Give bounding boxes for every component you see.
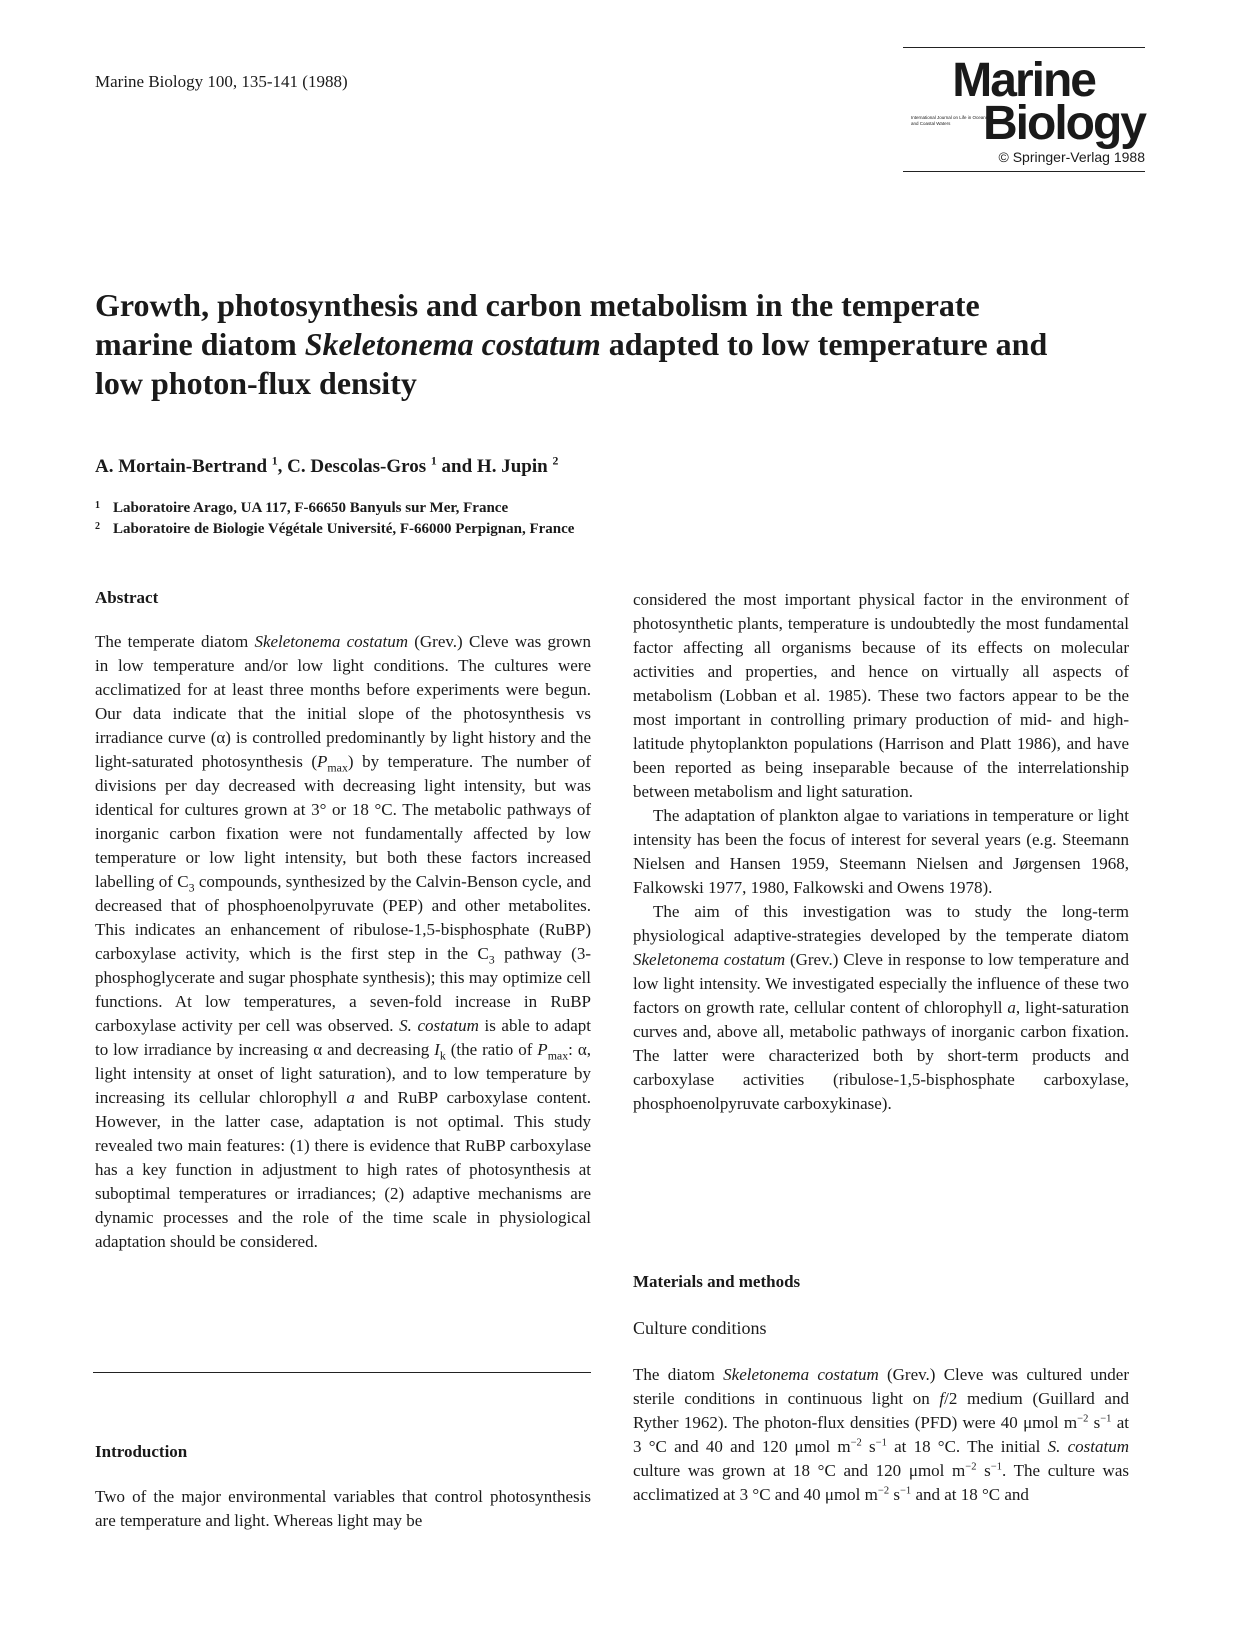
paragraph: The adaptation of plankton algae to variations in temperature or light intensity has been the focus of interest for several years (e.g. Steemann Nielsen and Hansen 1959, Steemann Nielsen and Jørgensen 1968, Falkowski 1977, 1980, Falkowski and Owens 1978).	[633, 806, 1129, 897]
abstract-heading: Abstract	[95, 588, 159, 607]
affiliation-text: Laboratoire Arago, UA 117, F-66650 Banyuls sur Mer, France	[113, 500, 509, 516]
paragraph-text: and at 18 °C and	[911, 1485, 1029, 1504]
abstract-text: (the ratio of	[445, 1040, 538, 1059]
symbol: P	[317, 752, 328, 771]
paragraph-text: s	[861, 1437, 876, 1456]
paragraph: considered the most important physical factor in the environment of photosynthetic plants, temperature is undoubtedly the most fundamental factor affecting all organisms because of its effects on molecular activities and properties, and hence on virtually all aspects of metabolism (Lobban et al. 1985). These two factors appear to be the most important in controlling primary production of mid- and high-latitude phytoplankton populations (Harrison and Platt 1986), and have been reported as being inseparable because of the interrelationship between metabolism and light saturation.	[633, 590, 1129, 801]
exponent: −2	[1077, 1413, 1089, 1425]
paragraph-text: s	[976, 1461, 991, 1480]
symbol: a	[1007, 998, 1016, 1017]
abstract-text: pathway (3-phosphoglycerate and sugar phosphate synthesis); this may optimize cell functions. At low temperatures, a seven-fold increase in RuBP carboxylase activity per cell was observed.	[95, 944, 591, 1035]
introduction-body: Two of the major environmental variables that control photosynthesis are temperature and light. Whereas light may be	[95, 1487, 591, 1530]
paragraph-text: The diatom	[633, 1365, 724, 1384]
abstract-body	[95, 630, 591, 1254]
paper-title	[95, 286, 1085, 403]
author-affiliation-mark: 1	[430, 454, 437, 468]
exponent: −1	[990, 1461, 1002, 1473]
logo-top-rule	[903, 47, 1145, 48]
affiliation-number: 1	[95, 500, 100, 511]
subscript: 3	[488, 952, 495, 967]
logo-biology: Biology	[983, 97, 1145, 150]
subscript: k	[439, 1048, 446, 1063]
abstract-text: : α, light intensity at onset of light saturation), and to low temperature by increasing its cellular chlorophyll	[95, 1040, 591, 1107]
affiliation-number: 2	[95, 521, 100, 532]
exponent: −1	[899, 1485, 912, 1497]
abstract-divider	[93, 1372, 591, 1373]
author-name: C. Descolas-Gros	[287, 456, 427, 477]
species-name: Skeletonema costatum	[254, 632, 408, 651]
species-name: S. costatum	[1047, 1437, 1129, 1456]
author-list	[95, 456, 558, 478]
paragraph-text: culture was grown at 18 °C and 120 μmol m	[633, 1461, 966, 1480]
logo-marine: Marine	[952, 54, 1095, 107]
species-name: S. costatum	[399, 1016, 479, 1035]
symbol: P	[537, 1040, 548, 1059]
subscript: max	[327, 760, 348, 775]
species-name: Skeletonema costatum	[633, 950, 786, 969]
paragraph-text: s	[1088, 1413, 1101, 1432]
symbol: I	[434, 1040, 440, 1059]
paragraph-text: (Grev.) Cleve in response to low temperature and low light intensity. We investigated especially the influence of these two factors on growth rate, cellular content of chlorophyll	[633, 950, 1129, 1017]
paragraph-text: (Grev.) Cleve was cultured under sterile conditions in continuous light on	[633, 1365, 1129, 1408]
journal-logo	[903, 47, 1145, 175]
logo-subtitle: International Journal on Life in Oceans and Coastal Waters	[911, 115, 989, 126]
abstract-text: compounds, synthesized by the Calvin-Benson cycle, and decreased that of phosphoenolpyruvate (PEP) and other metabolites. This indicates an enhancement of ribulose-1,5-bisphosphate (RuBP) carboxylase activity, which is the first step in the C	[95, 872, 592, 963]
author-affiliation-mark: 2	[552, 454, 559, 468]
paragraph-text: s	[889, 1485, 900, 1504]
paragraph-text: at 3 °C and 40 and 120 μmol m	[633, 1413, 1129, 1456]
copyright: © Springer-Verlag 1988	[998, 149, 1145, 165]
author-name: H. Jupin	[476, 456, 548, 477]
exponent: −2	[965, 1461, 977, 1473]
introduction-continued	[633, 588, 1129, 1116]
abstract-text: and RuBP carboxylase content. However, in the latter case, adaptation is not optimal. This study revealed two main features: (1) there is evidence that RuBP carboxylase has a key function in adjustment to high rates of photosynthesis at suboptimal temperatures or irradiances; (2) adaptive mechanisms are dynamic processes and the role of the time scale in physiological adaptation should be considered.	[95, 1088, 591, 1251]
title-part-a: Growth, photosynthesis and carbon metabolism in the temperate marine diatom	[95, 287, 980, 362]
paragraph	[633, 900, 1129, 1116]
exponent: −1	[1100, 1413, 1112, 1425]
abstract-text: The temperate diatom	[95, 632, 255, 651]
author-separator: and	[436, 456, 477, 477]
introduction-heading: Introduction	[95, 1442, 188, 1461]
affiliation	[95, 500, 508, 517]
symbol: a	[346, 1088, 355, 1107]
exponent: −2	[877, 1485, 890, 1497]
paragraph-text: , light-saturation curves and, above all, metabolic pathways of inorganic carbon fixation. The latter were characterized both by short-term products and carboxylase activities (ribulose-1,5-bisphosphate carboxylase, phosphoenolpyruvate carboxykinase).	[633, 998, 1129, 1113]
paragraph-text: . The culture was acclimatized at 3 °C and 40 μmol m	[633, 1461, 1129, 1504]
author-separator: ,	[277, 456, 288, 477]
author-name: A. Mortain-Bertrand	[95, 456, 268, 477]
title-species: Skeletonema costatum	[304, 326, 601, 362]
title-part-b: adapted to low temperature and low photon-flux density	[95, 326, 1048, 401]
logo-bottom-rule	[903, 171, 1145, 172]
subscript: 3	[188, 880, 195, 895]
symbol: f	[939, 1389, 945, 1408]
exponent: −2	[850, 1437, 862, 1449]
affiliation-text: Laboratoire de Biologie Végétale Université, F-66000 Perpignan, France	[113, 521, 575, 537]
affiliation	[95, 521, 574, 538]
abstract-text: (Grev.) Cleve was grown in low temperature and/or low light conditions. The cultures were acclimatized for at least three months before experiments were begun. Our data indicate that the initial slope of the photosynthesis vs irradiance curve (α) is controlled predominantly by light history and the light-saturated photosynthesis (	[95, 632, 591, 771]
abstract-text: ) by temperature. The number of divisions per day decreased with decreasing light intensity, but was identical for cultures grown at 3° or 18 °C. The metabolic pathways of inorganic carbon fixation were not fundamentally affected by low temperature or low light intensity, but both these factors increased labelling of C	[95, 752, 591, 891]
culture-conditions-subheading: Culture conditions	[633, 1318, 767, 1338]
journal-citation: Marine Biology 100, 135-141 (1988)	[95, 72, 348, 91]
author-affiliation-mark: 1	[271, 454, 278, 468]
exponent: −1	[875, 1437, 887, 1449]
culture-conditions-body	[633, 1363, 1129, 1507]
paragraph-text: The aim of this investigation was to study the long-term physiological adaptive-strategies developed by the temperate diatom	[633, 902, 1129, 945]
subscript: max	[547, 1048, 569, 1063]
species-name: Skeletonema costatum	[723, 1365, 879, 1384]
abstract-text: is able to adapt to low irradiance by increasing α and decreasing	[95, 1016, 591, 1059]
materials-methods-heading: Materials and methods	[633, 1272, 801, 1291]
paragraph-text: at 18 °C. The initial	[886, 1437, 1048, 1456]
paragraph-text: /2 medium (Guillard and Ryther 1962). The photon-flux densities (PFD) were 40 μmol m	[633, 1389, 1129, 1432]
